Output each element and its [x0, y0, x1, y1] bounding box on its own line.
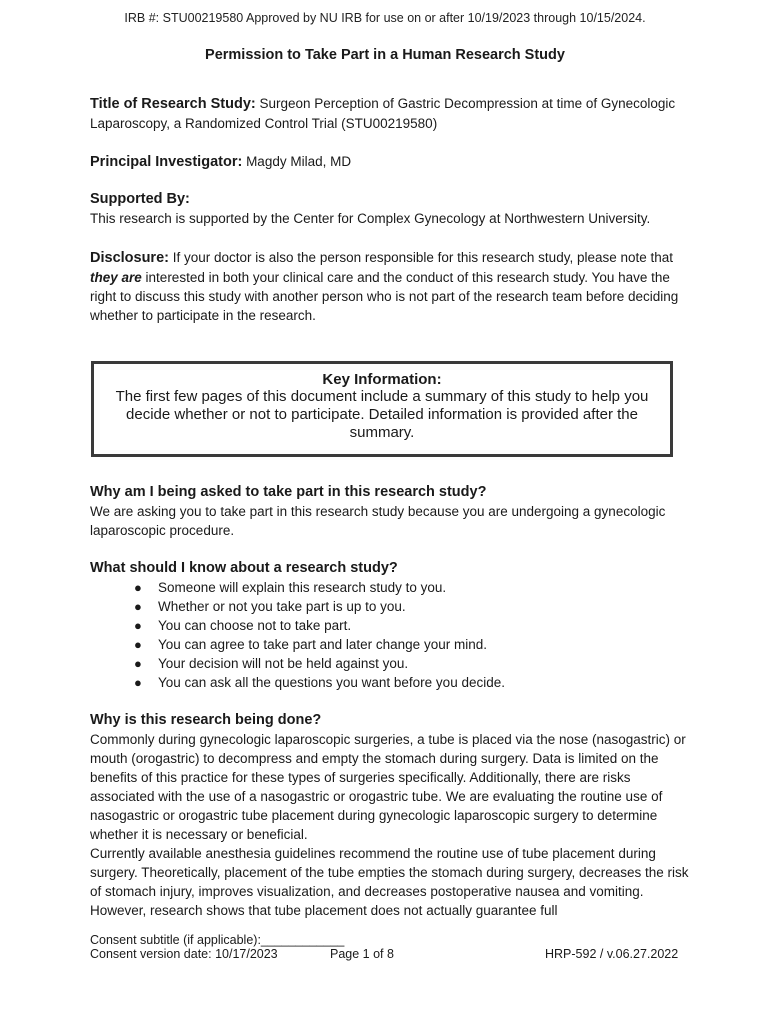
bullet-dot-icon: ● — [134, 637, 142, 652]
page-number: Page 1 of 8 — [330, 947, 394, 961]
form-id: HRP-592 / v.06.27.2022 — [545, 947, 679, 961]
bullet-dot-icon: ● — [134, 599, 142, 614]
why-asked-heading: Why am I being asked to take part in this research study? — [90, 484, 487, 500]
list-item: ● You can agree to take part and later change your mind. — [134, 637, 487, 652]
why-done-section — [90, 711, 690, 920]
key-information-box — [91, 361, 673, 457]
what-know-list — [90, 578, 690, 692]
bullet-dot-icon: ● — [134, 675, 142, 690]
supported-by-block — [90, 190, 690, 228]
disclosure-text-2: interested in both your clinical care and the conduct of this research study. You have the right to discuss this study with another person who is not part of the research team before deciding whether to participate in the research. — [90, 270, 679, 323]
key-information-title: Key Information: — [322, 371, 442, 388]
supported-by-label: Supported By: — [90, 191, 190, 207]
study-title-label: Title of Research Study: — [90, 96, 256, 112]
consent-version-date: Consent version date: 10/17/2023 — [90, 947, 278, 961]
why-asked-body: We are asking you to take part in this research study because you are undergoing a gynecologic laparoscopic procedure. — [90, 504, 666, 538]
supported-by-value: This research is supported by the Center for Complex Gynecology at Northwestern University. — [90, 211, 651, 226]
what-know-heading: What should I know about a research study? — [90, 560, 398, 576]
why-done-paragraph-1: Commonly during gynecologic laparoscopic surgeries, a tube is placed via the nose (nasogastric) or mouth (orogastric) to decompress and empty the stomach during surgery. Data is limited on the benefits of this practice for these types of surgeries specifically. Additionally, there are risks associated with the use of a nasogastric or orogastric tube. We are evaluating the routine use of nasogastric or orogastric tube placement during gynecologic laparoscopic surgery to determine whether it is necessary or beneficial. — [90, 732, 686, 842]
irb-approval-line: IRB #: STU00219580 Approved by NU IRB for use on or after 10/19/2023 through 10/15/2024. — [124, 11, 646, 25]
document-title: Permission to Take Part in a Human Research Study — [205, 47, 565, 63]
bullet-dot-icon: ● — [134, 656, 142, 671]
disclosure-label: Disclosure: — [90, 250, 169, 266]
list-item: ● You can ask all the questions you want before you decide. — [134, 675, 505, 690]
study-title-block — [90, 94, 690, 133]
list-item: ● Your decision will not be held against you. — [134, 656, 409, 671]
disclosure-emphasis: they are — [90, 270, 142, 285]
pi-value: Magdy Milad, MD — [246, 154, 352, 169]
list-item: ● Whether or not you take part is up to you. — [134, 599, 406, 614]
why-asked-section — [90, 483, 690, 540]
bullet-dot-icon: ● — [134, 580, 142, 595]
principal-investigator-block — [90, 152, 690, 172]
key-information-text: The first few pages of this document include a summary of this study to help you decide whether or not to participate. Detailed information is provided after the summary. — [115, 388, 649, 441]
list-item: ● You can choose not to take part. — [134, 618, 352, 633]
study-title-value: Surgeon Perception of Gastric Decompression at time of Gynecologic Laparoscopy, a Randomized Control Trial (STU00219580) — [90, 96, 676, 131]
consent-subtitle: Consent subtitle (if applicable):____________ — [90, 933, 345, 947]
why-done-paragraph-2: Currently available anesthesia guidelines recommend the routine use of tube placement during surgery. Theoretically, placement of the tube empties the stomach during surgery, decreases the risk of stomach injury, improves visualization, and decreases postoperative nausea and vomiting. However, research shows that tube placement does not actually guarantee full — [90, 846, 689, 918]
disclosure-block — [90, 248, 690, 325]
what-know-section — [90, 559, 690, 692]
why-done-heading: Why is this research being done? — [90, 712, 322, 728]
bullet-dot-icon: ● — [134, 618, 142, 633]
disclosure-text-1: If your doctor is also the person responsible for this research study, please note that — [172, 250, 674, 265]
list-item: ● Someone will explain this research study to you. — [134, 580, 447, 595]
pi-label: Principal Investigator: — [90, 154, 243, 170]
